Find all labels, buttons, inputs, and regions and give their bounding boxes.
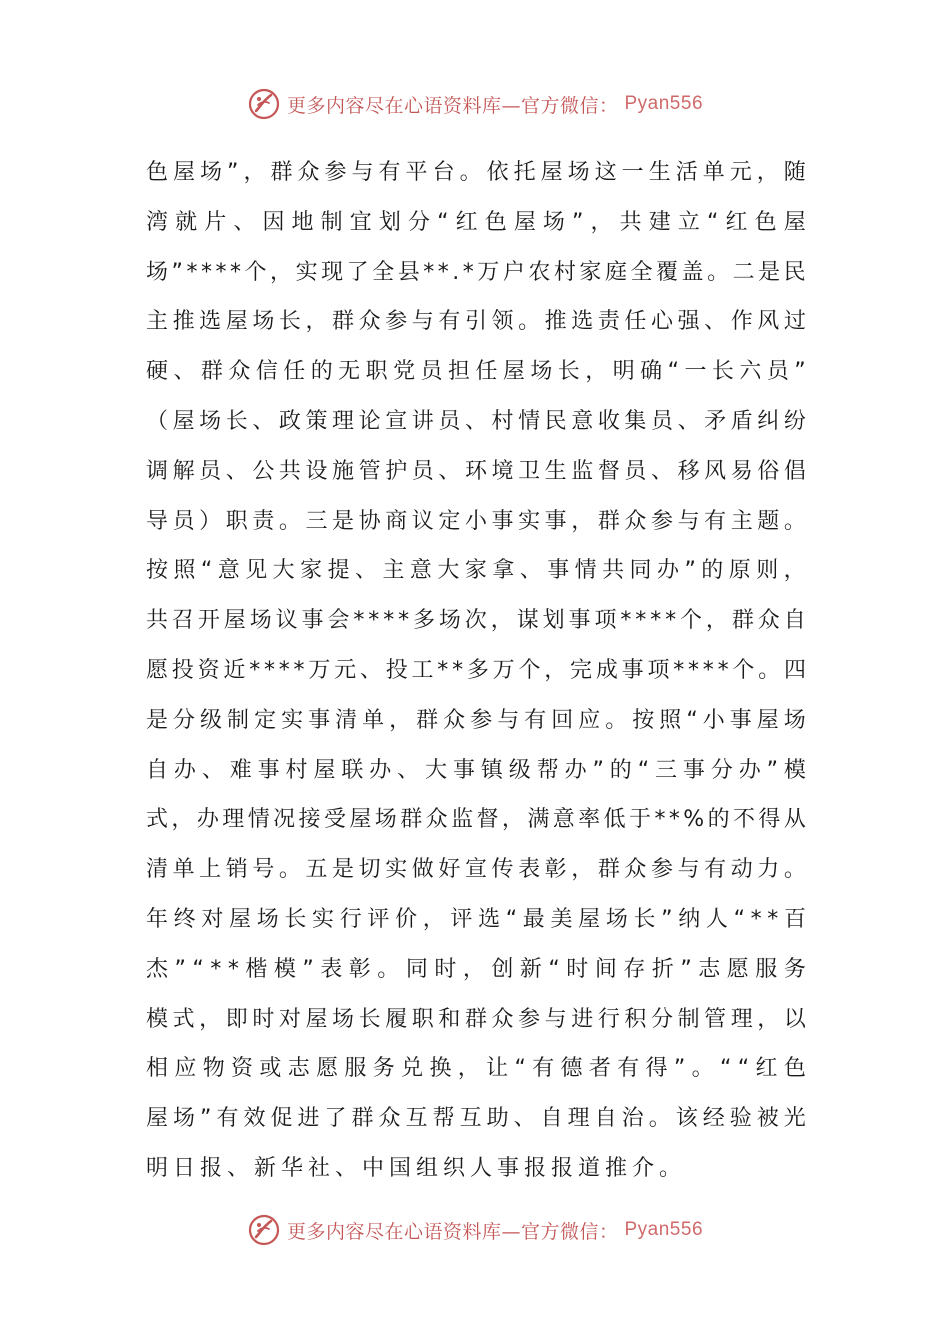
- header-watermark-banner: [0, 84, 950, 124]
- body-line: 自 办 、 难 事 村 屋 联 办 、 大 事 镇 级 帮 办 ” 的 “ 三 事 分 办 ” 模: [146, 757, 806, 783]
- body-line: （ 屋 场 长 、 政 策 理 论 宣 讲 员 、 村 情 民 意 收 集 员 、 矛 盾 纠 纷: [146, 408, 806, 434]
- pen-logo-icon: [247, 87, 281, 121]
- body-line: 共 召 开 屋 场 议 事 会 * * * * 多 场 次 ， 谋 划 事 项 * * * * 个 ， 群 众 自: [146, 608, 806, 634]
- body-line: 杰 ” “ * * 楷 模 ” 表 彰 。 同 时 ， 创 新 “ 时 间 存 折 ” 志 愿 服 务: [146, 956, 806, 982]
- header-banner-wechat-id: Pyan556: [624, 93, 704, 114]
- body-line: 模 式 ， 即 时 对 屋 场 长 履 职 和 群 众 参 与 进 行 积 分 制 管 理 ， 以: [146, 1006, 806, 1032]
- body-line: 导 员 ） 职 责 。 三 是 协 商 议 定 小 事 实 事 ， 群 众 参 与 有 主 题 。: [146, 508, 806, 534]
- body-line: 屋 场 ” 有 效 促 进 了 群 众 互 帮 互 助 、 自 理 自 治 。 该 经 验 被 光: [146, 1106, 806, 1132]
- header-banner-text: 更多内容尽在心语资料库—官方微信：: [286, 94, 619, 117]
- body-line: 色 屋 场 ” ， 群 众 参 与 有 平 台 。 依 托 屋 场 这 一 生 活 单 元 ， 随: [146, 160, 806, 185]
- body-line: 清 单 上 销 号 。 五 是 切 实 做 好 宣 传 表 彰 ， 群 众 参 与 有 动 力 。: [146, 857, 806, 883]
- body-line: 湾 就 片 、 因 地 制 宜 划 分 “ 红 色 屋 场 ” ， 共 建 立 “ 红 色 屋: [146, 209, 806, 235]
- body-line: 场 ” * * * * 个 ， 实 现 了 全 县 * * . * 万 户 农 村 家 庭 全 覆 盖 。 二 是 民: [146, 259, 806, 285]
- body-line: 相 应 物 资 或 志 愿 服 务 兑 换 ， 让 “ 有 德 者 有 得 ” 。 “ “ 红 色: [146, 1056, 806, 1082]
- body-line: 主 推 选 屋 场 长 ， 群 众 参 与 有 引 领 。 推 选 责 任 心 强 、 作 风 过: [146, 309, 806, 335]
- footer-watermark: [247, 1213, 703, 1247]
- body-line: 明日报、新华社、中国组织人事报报道推介。: [146, 1155, 687, 1181]
- footer-watermark-banner: [0, 1210, 950, 1250]
- body-line: 调 解 员 、 公 共 设 施 管 护 员 、 环 境 卫 生 监 督 员 、 移 风 易 俗 倡: [146, 458, 806, 484]
- header-watermark: [247, 87, 703, 121]
- body-line: 按 照 “ 意 见 大 家 提 、 主 意 大 家 拿 、 事 情 共 同 办 ” 的 原 则 ，: [146, 558, 806, 584]
- document-body: [146, 148, 806, 1194]
- body-line: 硬 、 群 众 信 任 的 无 职 党 员 担 任 屋 场 长 ， 明 确 “ 一 长 六 员 ”: [146, 359, 806, 385]
- body-line: 年 终 对 屋 场 长 实 行 评 价 ， 评 选 “ 最 美 屋 场 长 ” 纳 人 “ * * 百: [146, 906, 806, 932]
- body-line: 式 ， 办 理 情 况 接 受 屋 场 群 众 监 督 ， 满 意 率 低 于 * * % 的 不 得 从: [146, 807, 806, 833]
- footer-banner-text: 更多内容尽在心语资料库—官方微信：: [286, 1220, 619, 1243]
- footer-banner-wechat-id: Pyan556: [624, 1219, 704, 1240]
- body-line: 是 分 级 制 定 实 事 清 单 ， 群 众 参 与 有 回 应 。 按 照 “ 小 事 屋 场: [146, 707, 806, 733]
- pen-logo-icon: [247, 1213, 281, 1247]
- body-line: 愿 投 资 近 * * * * 万 元 、 投 工 * * 多 万 个 ， 完 成 事 项 * * * * 个 。 四: [146, 657, 806, 683]
